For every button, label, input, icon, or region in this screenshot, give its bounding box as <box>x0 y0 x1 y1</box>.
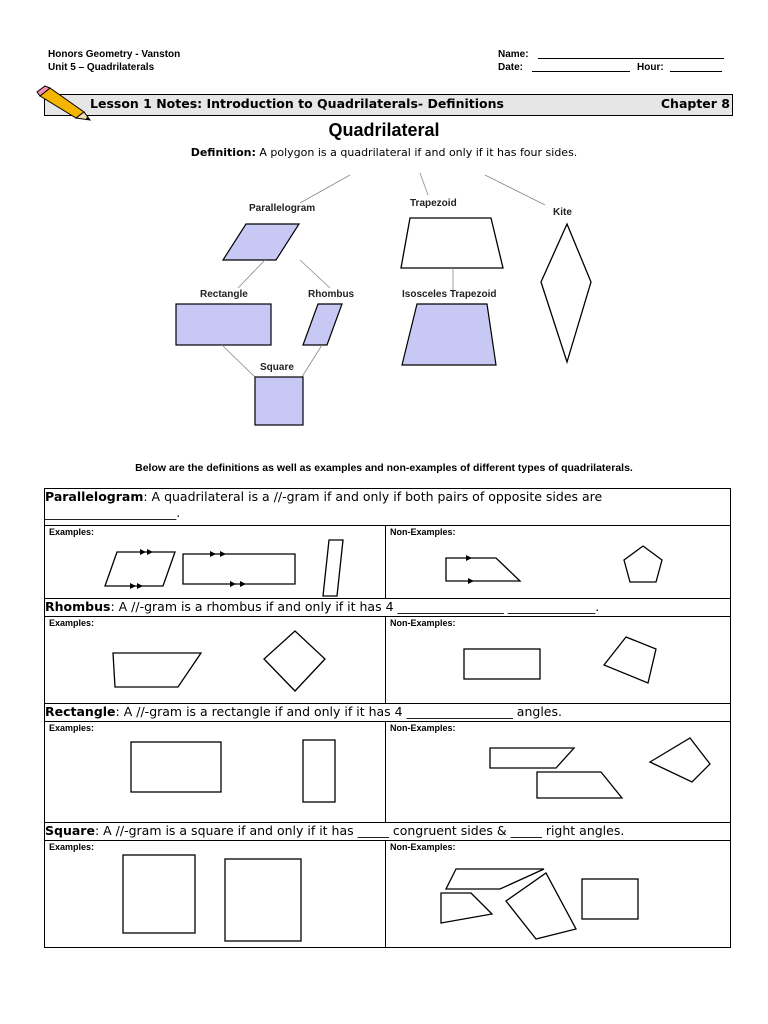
name-label: Name: <box>498 49 529 60</box>
rhombus-shape <box>303 304 342 345</box>
date-blank[interactable] <box>532 71 630 72</box>
name-blank[interactable] <box>538 58 724 59</box>
rectangle-shape <box>176 304 271 345</box>
non-examples-label: Non-Examples: <box>390 527 456 537</box>
definitions-table <box>44 488 731 948</box>
chapter-label: Chapter 8 <box>660 96 730 111</box>
parallelogram-non-example-shapes <box>386 536 731 598</box>
quadrilateral-hierarchy-diagram <box>0 165 768 435</box>
trapezoid-shape <box>401 218 503 268</box>
parallelogram-blank[interactable]: _____________________. <box>45 505 181 520</box>
connector-line <box>300 345 322 380</box>
rhombus-definition <box>45 599 731 617</box>
label-rhombus: Rhombus <box>308 289 355 300</box>
definition-label: Definition: <box>190 146 256 159</box>
label-square: Square <box>260 362 294 373</box>
non-examples-label: Non-Examples: <box>390 618 456 628</box>
label-kite: Kite <box>553 207 572 218</box>
rectangle-non-example-shapes <box>386 732 731 822</box>
square-definition-text: : A //-gram is a square if and only if it has _____ congruent sides & _____ right angles. <box>94 823 625 838</box>
kite-shape <box>541 224 591 362</box>
definition <box>0 146 768 159</box>
label-parallelogram: Parallelogram <box>249 203 316 214</box>
lesson-title: Lesson 1 Notes: Introduction to Quadrilaterals- Definitions <box>90 96 504 111</box>
term-parallelogram: Parallelogram <box>45 489 144 504</box>
examples-label: Examples: <box>49 527 95 537</box>
connector-line <box>222 345 258 380</box>
non-examples-label: Non-Examples: <box>390 723 456 733</box>
intro-sentence: Below are the definitions as well as examples and non-examples of different types of quadrilaterals. <box>135 462 633 474</box>
rectangle-definition <box>45 704 731 722</box>
connector-line <box>300 260 330 288</box>
hour-blank[interactable] <box>670 71 722 72</box>
label-rectangle: Rectangle <box>200 289 248 300</box>
term-square: Square <box>45 823 95 838</box>
course-name: Honors Geometry - Vanston <box>48 49 181 60</box>
square-definition <box>45 823 731 841</box>
examples-label: Examples: <box>49 723 95 733</box>
square-non-example-shapes <box>386 851 731 947</box>
rectangle-example-shapes <box>45 732 385 822</box>
connector-line <box>485 175 545 205</box>
rhombus-example-shapes <box>45 627 385 703</box>
parallelogram-examples <box>45 526 386 599</box>
pencil-icon <box>34 84 94 122</box>
term-rectangle: Rectangle <box>45 704 116 719</box>
square-example-shapes <box>45 851 385 947</box>
date-label: Date: <box>498 62 524 73</box>
non-examples-label: Non-Examples: <box>390 842 456 852</box>
parallelogram-example-shapes <box>45 536 385 598</box>
rectangle-examples <box>45 722 386 823</box>
page-title: Quadrilateral <box>328 120 440 140</box>
parallelogram-shape <box>223 224 299 260</box>
parallelogram-non-examples <box>386 526 731 599</box>
term-rhombus: Rhombus <box>45 599 111 614</box>
connector-line <box>420 173 428 195</box>
unit-name: Unit 5 – Quadrilaterals <box>48 62 155 73</box>
examples-label: Examples: <box>49 618 95 628</box>
parallelogram-definition <box>45 489 731 526</box>
square-shape <box>255 377 303 425</box>
rectangle-definition-text: : A //-gram is a rectangle if and only if it has 4 _________________ angles. <box>115 704 562 719</box>
label-isosceles-trapezoid: Isosceles Trapezoid <box>402 289 497 300</box>
rhombus-non-examples <box>386 617 731 704</box>
parallelogram-definition-text: : A quadrilateral is a //-gram if and only if both pairs of opposite sides are <box>143 489 603 504</box>
isosceles-trapezoid-shape <box>402 304 496 365</box>
rhombus-non-example-shapes <box>386 627 731 703</box>
square-examples <box>45 841 386 948</box>
connector-line <box>300 175 350 203</box>
label-trapezoid: Trapezoid <box>410 198 457 209</box>
rectangle-non-examples <box>386 722 731 823</box>
examples-label: Examples: <box>49 842 95 852</box>
connector-line <box>238 260 265 288</box>
definition-text: A polygon is a quadrilateral if and only if it has four sides. <box>259 146 578 159</box>
rhombus-definition-text: : A //-gram is a rhombus if and only if it has 4 _________________ ______________. <box>110 599 600 614</box>
hour-label: Hour: <box>637 62 664 73</box>
square-non-examples <box>386 841 731 948</box>
rhombus-examples <box>45 617 386 704</box>
